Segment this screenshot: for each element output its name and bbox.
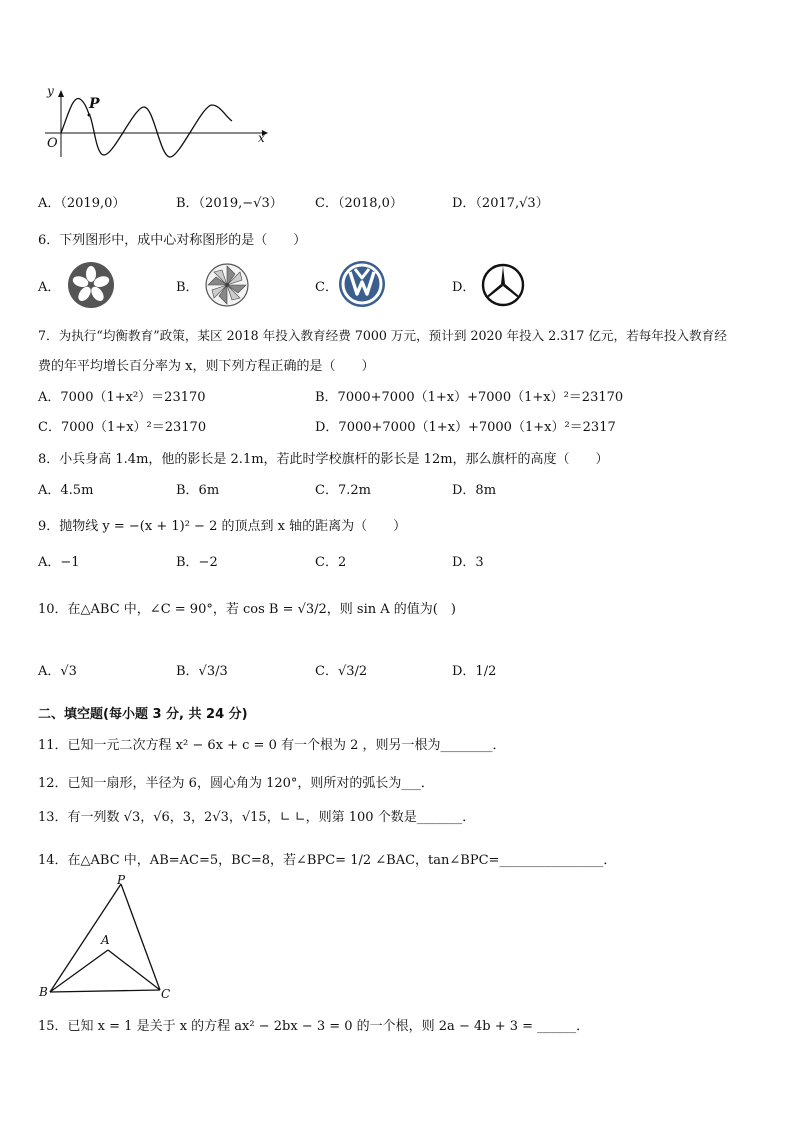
q10-option-b: B．√3/3: [176, 664, 228, 679]
q10-stem: 10．在△ABC 中，∠C = 90°，若 cos B = √3/2，则 sin A 的值为( ): [38, 602, 456, 617]
pinwheel-icon: [204, 262, 250, 308]
q6-stem: 6．下列图形中，成中心对称图形的是（ ）: [38, 233, 307, 248]
graph-x-label: x: [258, 131, 265, 145]
q10-option-a: A．√3: [38, 664, 77, 679]
point-p: [88, 114, 91, 117]
segment-bc: [50, 990, 160, 992]
segment-bp: [50, 884, 121, 992]
q5-option-d: D．（2017,√3）: [452, 196, 549, 211]
q6-label-d: D．: [452, 280, 476, 295]
q7-option-d: D．7000+7000（1+x）+7000（1+x）²＝2317: [315, 420, 616, 435]
bauhinia-logo-icon: [67, 261, 115, 309]
q6-label-c: C．: [315, 280, 338, 295]
q8-option-c: C．7.2m: [315, 483, 371, 498]
q9-option-b: B．−2: [176, 555, 218, 570]
segment-ba: [50, 950, 108, 992]
q14-stem: 14．在△ABC 中，AB=AC=5，BC=8，若∠BPC= 1/2 ∠BAC，tan∠BPC=________________．: [38, 853, 617, 868]
fig-label-a: A: [101, 933, 110, 947]
section-2-title: 二、填空题(每小题 3 分, 共 24 分): [38, 707, 248, 722]
q7-option-a: A．7000（1+x²）＝23170: [38, 390, 206, 405]
q10-option-d: D．1/2: [452, 664, 497, 679]
q7-stem-line1: 7．为执行“均衡教育”政策，某区 2018 年投入教育经费 7000 万元，预计到 2020 年投入 2.317 亿元，若每年投入教育经: [38, 328, 727, 343]
vw-logo-icon: [338, 260, 386, 308]
y-axis-arrow: [58, 90, 64, 97]
q5-option-c: C．（2018,0）: [315, 196, 403, 211]
q10-option-c: C．√3/2: [315, 664, 368, 679]
fig-label-p: P: [117, 873, 126, 887]
q9-option-a: A．−1: [38, 555, 80, 570]
q5-option-b: B．（2019,−√3）: [176, 196, 283, 211]
q7-option-c: C．7000（1+x）²＝23170: [38, 420, 207, 435]
sine-graph-figure: [40, 85, 270, 160]
q9-stem: 9．抛物线 y = −(x + 1)² − 2 的顶点到 x 轴的距离为（ ）: [38, 519, 407, 534]
graph-origin-label: O: [47, 136, 58, 151]
q7-option-b: B．7000+7000（1+x）+7000（1+x）²＝23170: [315, 390, 624, 405]
wave-curve: [61, 98, 232, 157]
fig-label-b: B: [39, 985, 48, 999]
q7-stem-line2: 费的年平均增长百分率为 x，则下列方程正确的是（ ）: [38, 359, 375, 374]
q8-option-a: A．4.5m: [38, 483, 94, 498]
mercedes-logo-icon: [480, 262, 526, 308]
q9-option-c: C．2: [315, 555, 347, 570]
graph-point-label: P: [89, 96, 100, 112]
fig-label-c: C: [161, 987, 171, 1001]
q6-label-a: A．: [38, 280, 61, 295]
q5-option-a: A．（2019,0）: [38, 196, 126, 211]
q8-stem: 8．小兵身高 1.4m，他的影长是 2.1m，若此时学校旗杆的影长是 12m，那么旗杆的高度（ ）: [38, 452, 609, 467]
graph-y-label: y: [47, 84, 54, 98]
q15-stem: 15．已知 x = 1 是关于 x 的方程 ax² − 2bx − 3 = 0 的一个根，则 2a − 4b + 3 = ______．: [38, 1019, 590, 1034]
q11-stem: 11．已知一元二次方程 x² − 6x + c = 0 有一个根为 2 ，则另一根为________．: [38, 738, 506, 753]
q13-stem: 13．有一列数 √3，√6，3，2√3，√15，∟ ∟，则第 100 个数是_______．: [38, 810, 476, 825]
q6-label-b: B．: [176, 280, 199, 295]
q12-stem: 12．已知一扇形，半径为 6，圆心角为 120°，则所对的弧长为___．: [38, 776, 434, 791]
q9-option-d: D．3: [452, 555, 484, 570]
q8-option-b: B．6m: [176, 483, 220, 498]
segment-pc: [121, 884, 160, 990]
q8-option-d: D．8m: [452, 483, 497, 498]
